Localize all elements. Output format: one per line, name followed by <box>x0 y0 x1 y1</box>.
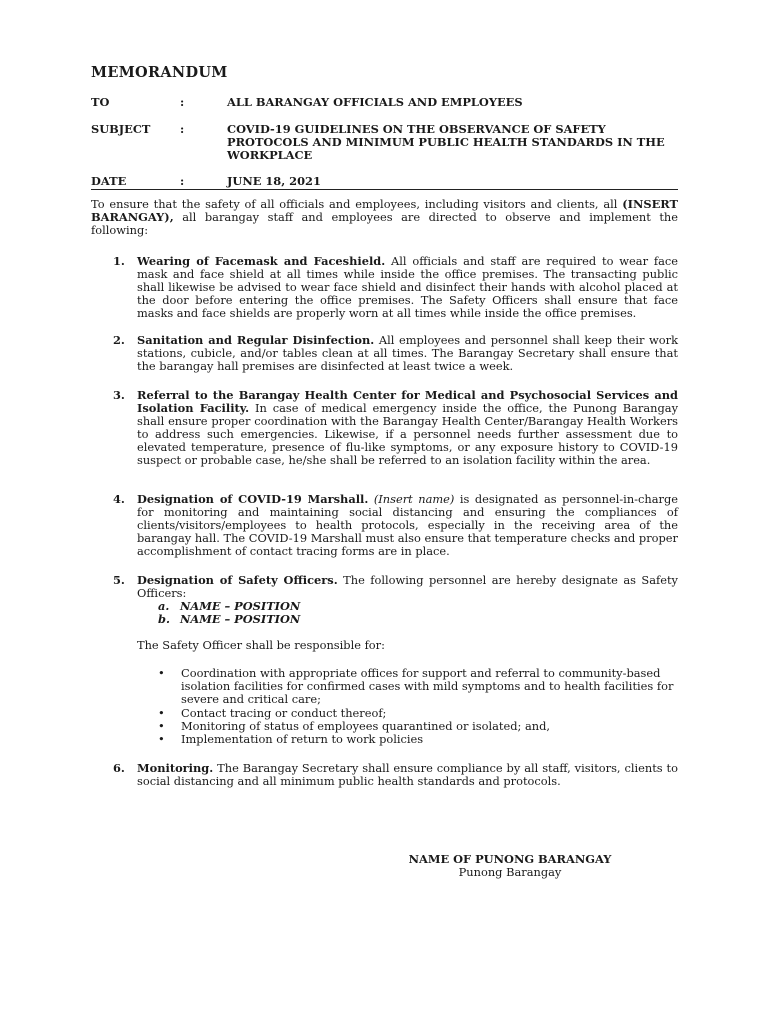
item-number: 3. <box>113 388 125 402</box>
officer-name-position: NAME – POSITION <box>180 599 301 613</box>
guideline-item-5 <box>113 574 678 600</box>
officer-name-position: NAME – POSITION <box>180 612 301 626</box>
item-number: 4. <box>113 492 125 506</box>
bullet-icon: • <box>158 732 165 746</box>
subject-label: SUBJECT <box>91 122 151 136</box>
bullet-text: Monitoring of status of employees quarantined or isolated; and, <box>181 719 550 733</box>
date-colon: : <box>180 174 185 188</box>
document-title: MEMORANDUM <box>91 64 228 81</box>
bullet-icon: • <box>158 666 165 680</box>
bullet-text: Coordination with appropriate offices for support and referral to community-based isolation facilities for confirmed cases with mild symptoms and to health facilities for severe and critical care; <box>181 666 674 706</box>
subject-value: COVID-19 GUIDELINES ON THE OBSERVANCE OF SAFETY PROTOCOLS AND MINIMUM PUBLIC HEALTH STANDARDS IN THE WORKPLACE <box>227 122 665 162</box>
to-colon: : <box>180 95 185 109</box>
bullet-icon: • <box>158 706 165 720</box>
intro-text-pre: To ensure that the safety of all officials and employees, including visitors and clients, all <box>91 197 618 211</box>
marshall-name-placeholder: (Insert name) <box>373 492 455 506</box>
item-heading: Designation of Safety Officers. <box>137 573 338 587</box>
item-text: All officials and staff are required to wear face mask and face shield at all times while inside the office premises. The transacting public shall likewise be advised to wear face shield and disinfect their hands with alcohol placed at the door before entering the office premises. The Safety Officers shall ensure that face masks and face shields are properly worn at all times while inside the office premises. <box>137 254 678 320</box>
item-heading: Designation of COVID-19 Marshall. <box>137 492 369 506</box>
responsibility-bullet <box>158 667 678 706</box>
guideline-item-3 <box>113 389 678 467</box>
responsibility-bullet <box>158 733 678 746</box>
item-number: 5. <box>113 573 125 587</box>
item-text: is designated as personnel-in-charge for monitoring and maintaining social distancing and ensuring the compliances of clients/visitors/employees to health protocols, especially in the receiving area of the barangay hall. The COVID-19 Marshall must also ensure that temperature checks and proper accomplishment of contact tracing forms are in place. <box>137 492 678 558</box>
intro-text-post: all barangay staff and employees are directed to observe and implement the following: <box>91 210 678 237</box>
officer-letter: b. <box>158 612 170 626</box>
safety-officer-b <box>158 613 300 626</box>
date-value: JUNE 18, 2021 <box>227 174 321 188</box>
item-text: In case of medical emergency inside the office, the Punong Barangay shall ensure proper coordination with the Barangay Health Center/Barangay Health Workers to address such emergencies. Likewise, if a personnel needs further assessment due to elevated temperature, presence of flu-like symptoms, or any exposure history to COVID-19 suspect or probable case, he/she shall be referred to an isolation facility within the area. <box>137 401 679 467</box>
guideline-item-1 <box>113 255 678 320</box>
signatory-name: NAME OF PUNONG BARANGAY <box>408 852 612 866</box>
guideline-item-2 <box>113 334 678 373</box>
signatory-position: Punong Barangay <box>458 865 562 879</box>
guideline-item-6 <box>113 762 678 788</box>
subject-colon: : <box>180 122 185 136</box>
item-heading: Sanitation and Regular Disinfection. <box>137 333 375 347</box>
item-text: The Barangay Secretary shall ensure compliance by all staff, visitors, clients to social distancing and all minimum public health standards and protocols. <box>137 761 678 788</box>
item-number: 6. <box>113 761 125 775</box>
intro-paragraph <box>91 198 678 237</box>
item-number: 1. <box>113 254 125 268</box>
item-number: 2. <box>113 333 125 347</box>
item-text: The following personnel are hereby designate as Safety Officers: <box>137 573 678 600</box>
officer-letter: a. <box>158 599 170 613</box>
header-divider <box>91 189 678 190</box>
guideline-item-4 <box>113 493 678 558</box>
date-label: DATE <box>91 174 127 188</box>
item-heading: Monitoring. <box>137 761 214 775</box>
intro-barangay-placeholder: (INSERT BARANGAY), <box>91 197 679 224</box>
item-heading: Referral to the Barangay Health Center for Medical and Psychosocial Services and Isolation Facility. <box>137 388 678 415</box>
bullet-icon: • <box>158 719 165 733</box>
responsibilities-intro: The Safety Officer shall be responsible for: <box>137 638 385 652</box>
to-label: TO <box>91 95 110 109</box>
bullet-text: Implementation of return to work policies <box>181 732 424 746</box>
item-text: All employees and personnel shall keep their work stations, cubicle, and/or tables clean at all times. The Barangay Secretary shall ensure that the barangay hall premises are disinfected at least twice a week. <box>137 333 678 373</box>
bullet-text: Contact tracing or conduct thereof; <box>181 706 387 720</box>
item-heading: Wearing of Facemask and Faceshield. <box>137 254 386 268</box>
to-value: ALL BARANGAY OFFICIALS AND EMPLOYEES <box>227 95 523 109</box>
